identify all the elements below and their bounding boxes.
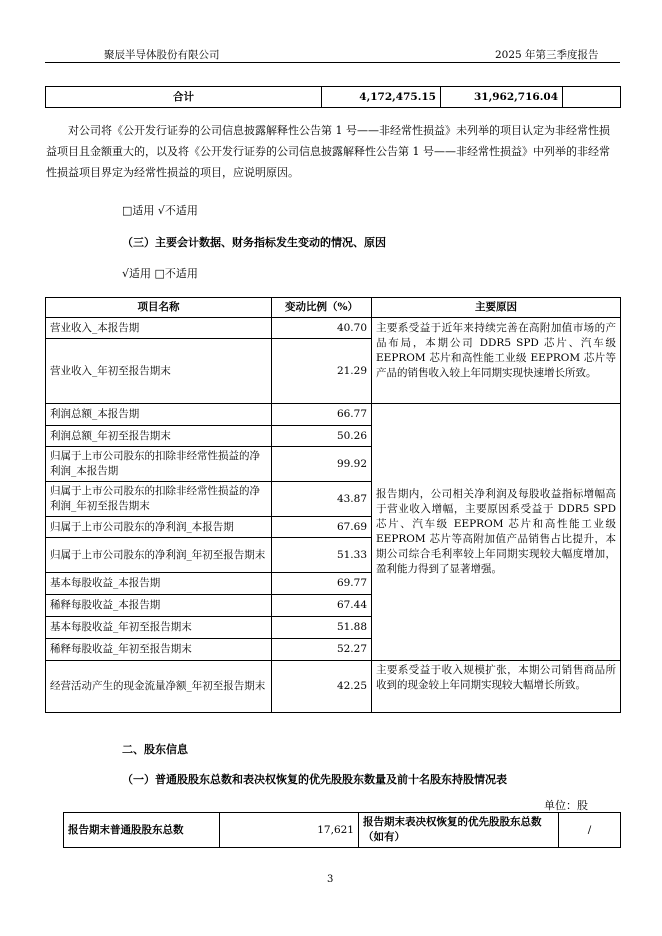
total-table — [45, 86, 621, 108]
table-row — [46, 661, 621, 713]
row-ratio: 67.69 — [272, 517, 372, 538]
unit-label: 单位：股 — [544, 799, 588, 812]
total-value-2: 31,962,716.04 — [441, 87, 563, 108]
row-ratio: 51.88 — [272, 617, 372, 639]
total-value-1: 4,172,475.15 — [322, 87, 441, 108]
row-name: 稀释每股收益_本报告期 — [46, 595, 272, 617]
row-ratio: 40.70 — [272, 318, 372, 339]
non-recurring-note: 对公司将《公开发行证券的公司信息披露解释性公告第 1 号——非经常性损益》未列举的项目认定为非经常性损益项目且金额重大的，以及将《公开发行证券的公司信息披露解释性公告第 1 号——非经常性损益》中列举的非经常性损益项目界定为经常性损益的项目，应说明原因。 — [46, 124, 610, 179]
header-main-reason: 主要原因 — [372, 298, 621, 318]
row-name: 稀释每股收益_年初至报告期末 — [46, 639, 272, 661]
applicable-status-2: √适用 □不适用 — [122, 267, 198, 280]
total-empty-cell — [563, 87, 621, 108]
change-table — [45, 297, 621, 713]
header-change-ratio: 变动比例（%） — [272, 298, 372, 318]
section2-subtitle: （一）普通股股东总数和表决权恢复的优先股股东数量及前十名股东持股情况表 — [122, 773, 507, 786]
row-name: 经营活动产生的现金流量净额_年初至报告期末 — [46, 661, 272, 713]
preferred-count-label: 报告期末表决权恢复的优先股股东总数（如有） — [359, 813, 559, 848]
page-number: 3 — [327, 874, 334, 885]
table-row — [46, 318, 621, 339]
header-item-name: 项目名称 — [46, 298, 272, 318]
header-report: 2025 年第三季度报告 — [495, 49, 599, 61]
row-name: 利润总额_本报告期 — [46, 404, 272, 426]
row-name: 归属于上市公司股东的净利润_年初至报告期末 — [46, 538, 272, 573]
table-row — [46, 404, 621, 426]
row-name: 营业收入_年初至报告期末 — [46, 339, 272, 404]
row-ratio: 51.33 — [272, 538, 372, 573]
row-ratio: 66.77 — [272, 404, 372, 426]
row-ratio: 69.77 — [272, 573, 372, 595]
reason-revenue: 主要系受益于近年来持续完善在高附加值市场的产品布局，本期公司 DDR5 SPD 芯片、汽车级 EEPROM 芯片和高性能工业级 EEPROM 芯片等产品的销售收入较上年同期实现快速增长所致。 — [372, 318, 621, 404]
total-label: 合计 — [46, 87, 322, 108]
row-ratio: 50.26 — [272, 426, 372, 447]
header-company: 聚辰半导体股份有限公司 — [104, 49, 220, 61]
section2-title: 二、股东信息 — [122, 743, 188, 756]
shareholder-count-value: 17,621 — [220, 813, 359, 848]
row-name: 基本每股收益_本报告期 — [46, 573, 272, 595]
table-header-row — [46, 298, 621, 318]
row-name: 归属于上市公司股东的扣除非经常性损益的净利润_年初至报告期末 — [46, 482, 272, 517]
row-ratio: 99.92 — [272, 447, 372, 482]
row-ratio: 21.29 — [272, 339, 372, 404]
shareholder-count-label: 报告期末普通股股东总数 — [64, 813, 220, 848]
header-divider — [45, 62, 620, 63]
row-name: 归属于上市公司股东的净利润_本报告期 — [46, 517, 272, 538]
reason-profit: 报告期内，公司相关净利润及每股收益指标增幅高于营业收入增幅，主要原因系受益于 DDR5 SPD 芯片、汽车级 EEPROM 芯片和高性能工业级 EEPROM 芯片等高附加值产品销售占比提升，本期公司综合毛利率较上年同期实现较大幅度增加，盈利能力得到了显著增强。 — [372, 404, 621, 661]
preferred-count-value: / — [559, 813, 621, 848]
row-ratio: 52.27 — [272, 639, 372, 661]
shareholder-table — [63, 812, 621, 848]
row-name: 营业收入_本报告期 — [46, 318, 272, 339]
reason-cashflow: 主要系受益于收入规模扩张，本期公司销售商品所收到的现金较上年同期实现较大幅增长所致。 — [372, 661, 621, 713]
row-name: 利润总额_年初至报告期末 — [46, 426, 272, 447]
section3-title: （三）主要会计数据、财务指标发生变动的情况、原因 — [122, 236, 386, 249]
row-name: 归属于上市公司股东的扣除非经常性损益的净利润_本报告期 — [46, 447, 272, 482]
row-ratio: 42.25 — [272, 661, 372, 713]
row-ratio: 67.44 — [272, 595, 372, 617]
applicable-status-1: □适用 √不适用 — [122, 204, 198, 217]
row-name: 基本每股收益_年初至报告期末 — [46, 617, 272, 639]
row-ratio: 43.87 — [272, 482, 372, 517]
